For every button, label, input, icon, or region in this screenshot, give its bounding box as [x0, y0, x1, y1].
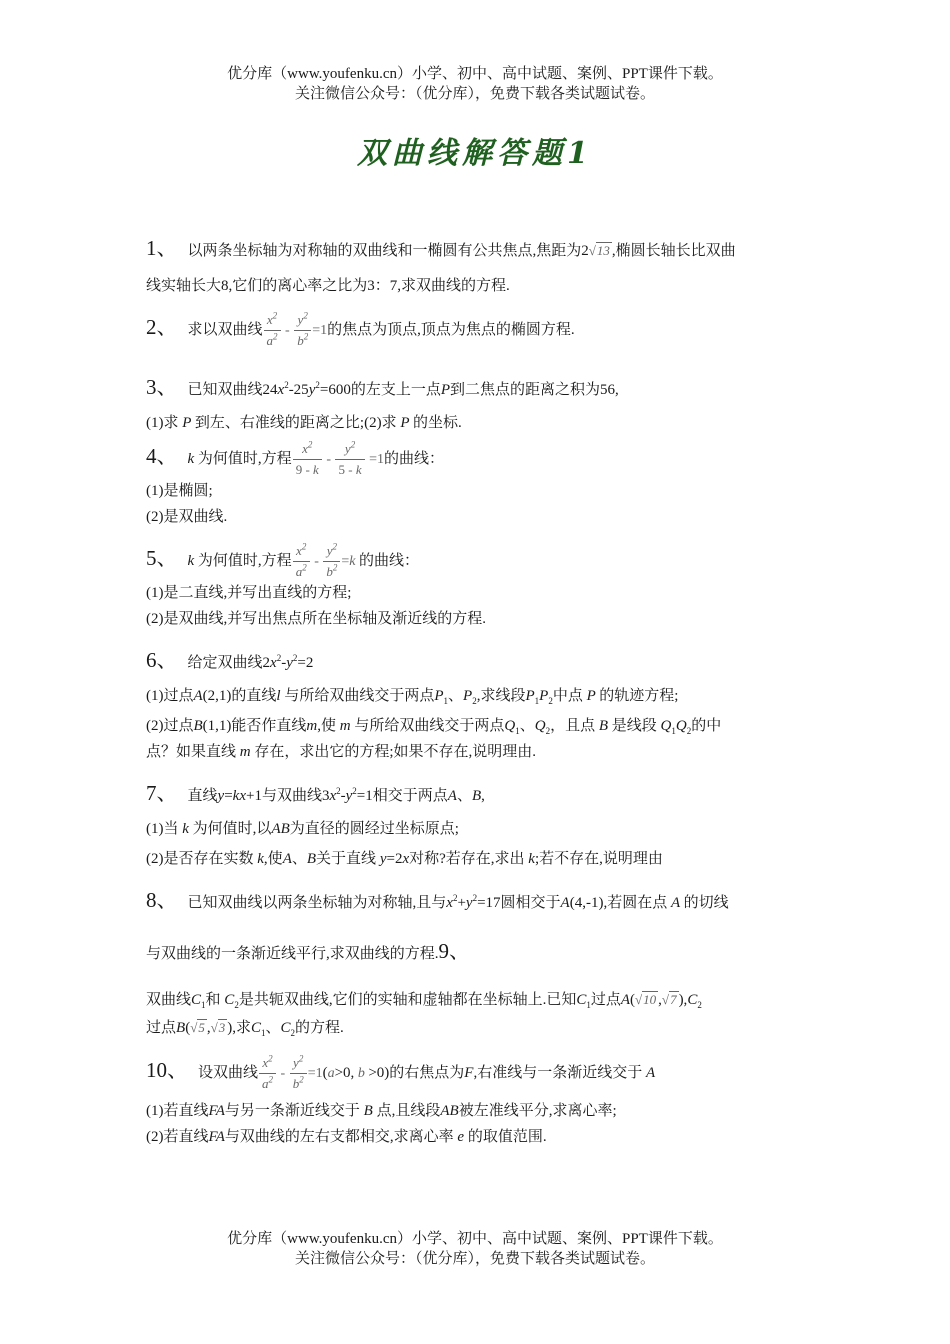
question-number: 7、	[146, 781, 178, 806]
question-number: 3、	[146, 375, 178, 400]
question-number: 1、	[146, 236, 178, 260]
fraction-x2-a2: $\frac{x^2}{a^2}$	[259, 1055, 276, 1092]
footer-line-2: 关注微信公众号：（优分库），免费下载各类试题试卷。	[294, 1251, 655, 1267]
question-number: 6、	[146, 648, 178, 673]
fraction-x2-a2: $\frac{x^2}{a^2}$	[264, 312, 281, 349]
question-1: 1、 以两条坐标轴为对称轴的双曲线和一椭圆有公共焦点,焦距为2√13 ,椭圆长轴长比双曲 线实轴长大8,它们的离心率之比为3：7,求双曲线的方程.	[146, 236, 736, 294]
fraction-y2-b2: $\frac{y^2}{b^2}$	[290, 1055, 307, 1092]
question-7-part-1: (1)当 k 为何值时,以AB为直径的圆经过坐标原点;	[146, 821, 459, 838]
fraction-y2-b2: $\frac{y^2}{b^2}$	[323, 543, 340, 580]
question-7: 7、 直线y=kx+1与双曲线$3x^2-y^2=1$相交于两点A、B, (1)当 k 为何值时,以AB为直径的圆经过坐标原点; (2)是否存在实数 k,使A、B关于直线 y=2x对称?若存在,求出 k;若不存在,说明理由	[146, 777, 814, 872]
question-10-part-1: (1)若直线FA与另一条渐近线交于 B 点,且线段AB被左准线平分,求离心率;	[146, 1103, 617, 1120]
question-3-part-1: (1)求 P 到左、右准线的距离之比;(2)求 P 的坐标.	[146, 415, 462, 432]
question-7-part-2: (2)是否存在实数 k,使A、B关于直线 y=2x对称?若存在,求出 k;若不存在,说明理由	[146, 851, 663, 868]
question-number: 10、	[146, 1058, 188, 1083]
sqrt-13: √13	[588, 243, 610, 258]
question-10-part-2: (2)若直线FA与双曲线的左右支都相交,求离心率 e 的取值范围.	[146, 1129, 547, 1146]
question-8-line-2: 与双曲线的一条渐近线平行,求双曲线的方程.9、	[146, 939, 471, 964]
question-10: 10、 设双曲线 $\frac{x^2}{a^2}$ - $\frac{y^2}{b^2}$ =1(a>0, b >0)的右焦点为F,右准线与一条渐近线交于 A (1)若直线FA与另一条渐近线交于 B 点,且线段AB被左准线平分,求离心率; (2)若直线FA与双曲线的左右支都相交,求离心率 e 的取值范围.	[146, 1054, 814, 1150]
header-line-1: 优分库（www.youfenku.cn）小学、初中、高中试题、案例、PPT课件下载。	[227, 66, 723, 82]
question-6-part-1: (1)过点A(2,1)的直线l 与所给双曲线交于两点$P_1$、$P_2$,求线段$P_1P_2$中点 P 的轨迹方程;	[146, 688, 679, 707]
question-number: 9、	[438, 939, 471, 964]
question-2: 2、 求以双曲线 $\frac{x^2}{a^2}$ - $\frac{y^2}{b^2}$ =1的焦点为顶点,顶点为焦点的椭圆方程.	[146, 310, 575, 349]
question-number: 5、	[146, 546, 178, 571]
question-3: 3、 已知双曲线$24x^2-25y^2=600$的左支上一点P到二焦点的距离之积为56, (1)求 P 到左、右准线的距离之比;(2)求 P 的坐标.	[146, 371, 814, 440]
question-9-line-2: 过点B(√5 ,√3 ),求$C_1$、$C_2$的方程.	[146, 1020, 344, 1039]
footer-line-1: 优分库（www.youfenku.cn）小学、初中、高中试题、案例、PPT课件下载。	[227, 1231, 723, 1247]
page-footer	[0, 1229, 950, 1269]
question-6: 6、 给定双曲线$2x^2-y^2=2$ (1)过点A(2,1)的直线l 与所给双曲线交于两点$P_1$、$P_2$,求线段$P_1P_2$中点 P 的轨迹方程; (2)过点B(1,1)能否作直线m,使 m 与所给双曲线交于两点$Q_1$、$Q_2$，且点 B 是线段 $Q_1Q_2$的中 点？如果直线 m 存在，求出它的方程;如果不存在,说明理由.	[146, 644, 814, 765]
fraction-y2-b2: $\frac{y^2}{b^2}$	[294, 312, 311, 349]
question-5: 5、 k 为何值时,方程 $\frac{x^2}{a^2}$ - $\frac{y^2}{b^2}$ =k 的曲线： (1)是二直线,并写出直线的方程; (2)是双曲线,并写出焦点所在坐标轴及渐近线的方程.	[146, 541, 486, 628]
fraction-x2-9-k: $\frac{x^2}{9 - k}$	[293, 441, 322, 478]
question-9	[146, 986, 814, 1042]
question-4: 4、 k 为何值时,方程 $\frac{x^2}{9 - k}$ - $\frac{y^2}{5 - k}$ =1的曲线： (1)是椭圆; (2)是双曲线.	[146, 439, 445, 526]
question-6-part-2: (2)过点B(1,1)能否作直线m,使 m 与所给双曲线交于两点$Q_1$、$Q_2$，且点 B 是线段 $Q_1Q_2$的中	[146, 718, 722, 737]
page-header	[0, 64, 950, 104]
question-number: 2、	[146, 315, 178, 339]
question-6-part-3: 点？如果直线 m 存在，求出它的方程;如果不存在,说明理由.	[146, 744, 537, 761]
header-line-2: 关注微信公众号：（优分库），免费下载各类试题试卷。	[294, 86, 655, 102]
page-title: 双曲线解答题1	[357, 136, 593, 171]
question-list	[146, 232, 814, 1150]
fraction-x2-a2: $\frac{x^2}{a^2}$	[293, 543, 310, 580]
question-number: 4、	[146, 444, 178, 469]
fraction-y2-5-k: $\frac{y^2}{5 - k}$	[335, 441, 364, 478]
question-9-line-1: 双曲线$C_1$和 $C_2$是共轭双曲线,它们的实轴和虚轴都在坐标轴上.已知$C_1$过点A(√10 ,√7 )$,C_2$	[146, 992, 702, 1011]
question-number: 8、	[146, 888, 178, 913]
question-8: 8、 已知双曲线以两条坐标轴为对称轴,且与$x^2+y^2=17$圆相交于A(4,-1),若圆在点 A 的切线 与双曲线的一条渐近线平行,求双曲线的方程.9、	[146, 884, 814, 986]
